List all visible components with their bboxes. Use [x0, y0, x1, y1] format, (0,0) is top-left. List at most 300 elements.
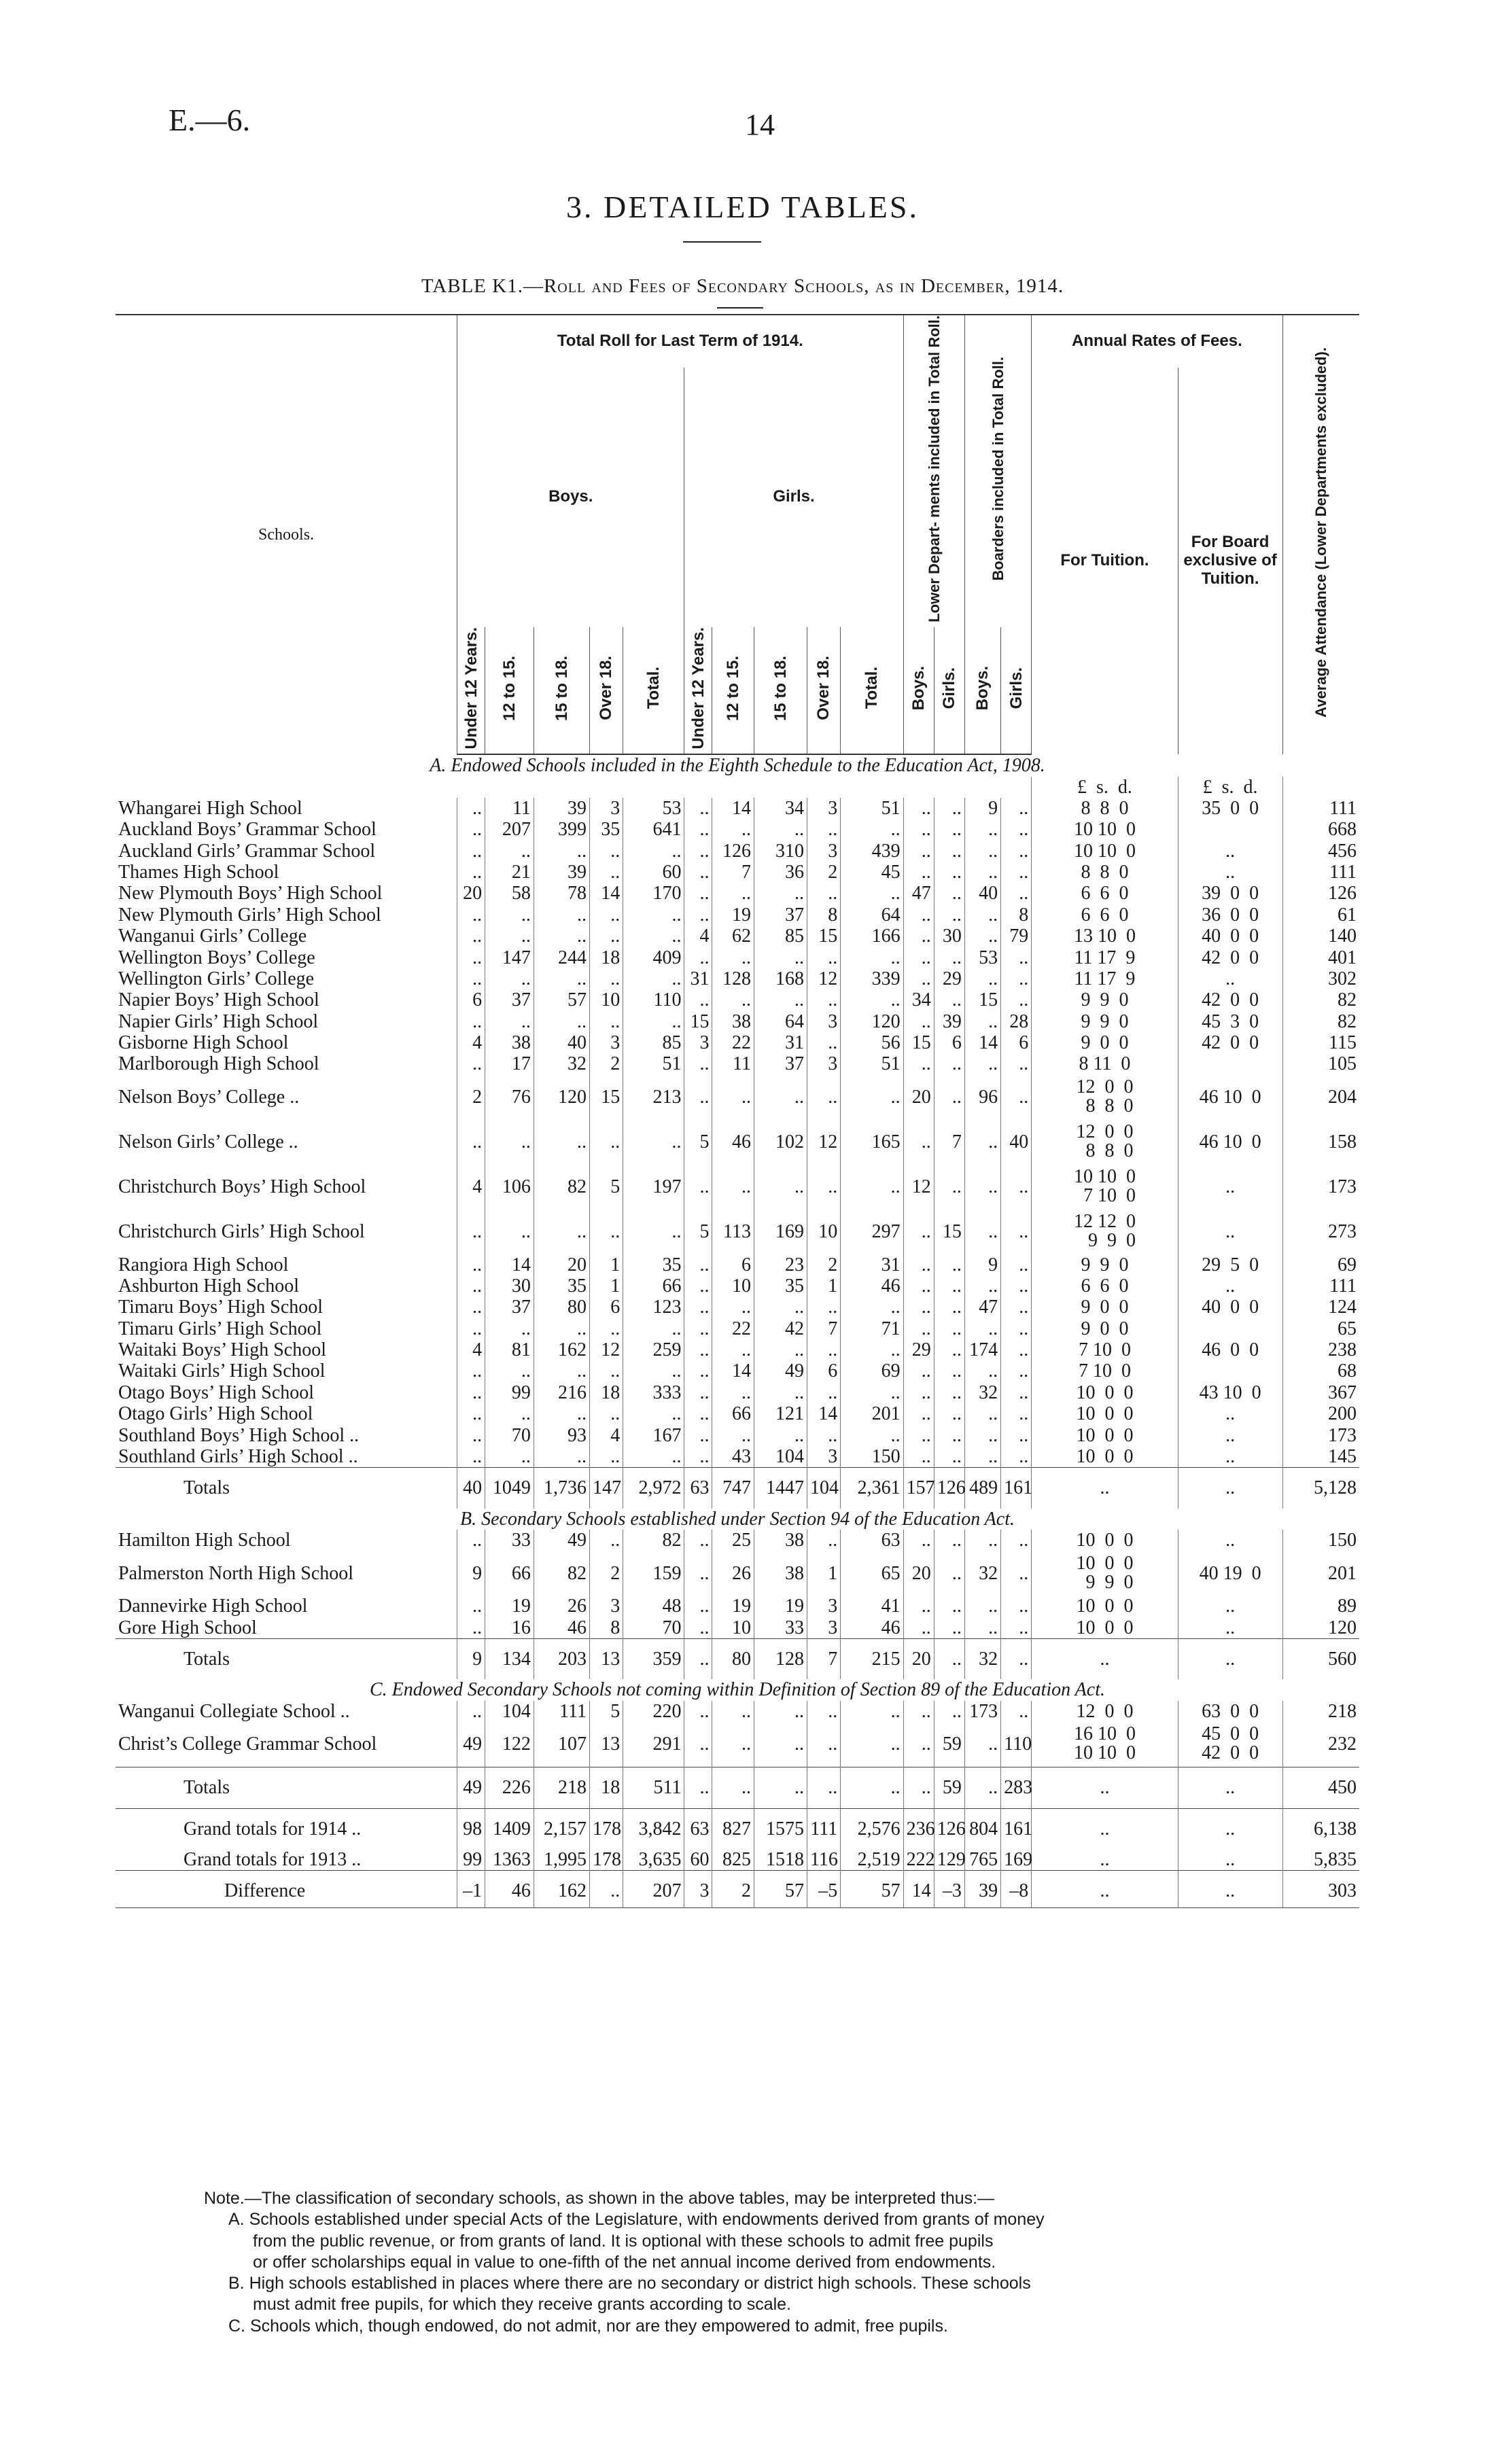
cell-value: 5: [684, 1120, 712, 1165]
cell-value: 39: [964, 1871, 1000, 1907]
caption-rule: [717, 307, 763, 309]
tuition-fee: 9 0 0: [1032, 1297, 1178, 1318]
cell-value: ..: [1001, 883, 1032, 904]
cell-value: 39: [534, 798, 589, 819]
cell-value: 85: [754, 926, 807, 947]
table-row: [116, 1701, 1359, 1722]
cell-value: ..: [964, 1165, 1000, 1210]
cell-value: 29: [903, 1339, 934, 1360]
average-attendance: 200: [1282, 1403, 1359, 1424]
tuition-fee: 7 10 0: [1032, 1339, 1178, 1360]
cell-value: ..: [534, 1011, 589, 1032]
cell-value: 15: [903, 1032, 934, 1053]
cell-value: ..: [684, 1446, 712, 1468]
average-attendance: 273: [1282, 1210, 1359, 1254]
tuition-fee: ..: [1032, 1468, 1178, 1509]
cell-value: ..: [534, 1446, 589, 1468]
average-attendance: 201: [1282, 1551, 1359, 1596]
cell-value: ..: [457, 1403, 485, 1424]
cell-value: 32: [534, 1053, 589, 1074]
board-fee: 42 0 0: [1178, 1032, 1282, 1053]
cell-value: 5: [589, 1165, 623, 1210]
cell-value: ..: [934, 1446, 964, 1468]
cell-value: ..: [1001, 1617, 1032, 1639]
table-row: [116, 1254, 1359, 1275]
cell-value: ..: [964, 862, 1000, 883]
cell-value: 53: [964, 947, 1000, 968]
boys-header: Boys.: [457, 368, 684, 627]
cell-value: ..: [1001, 841, 1032, 862]
cell-value: ..: [684, 1403, 712, 1424]
cell-value: 2: [712, 1871, 754, 1907]
cell-value: 22: [712, 1032, 754, 1053]
tuition-fee: 6 6 0: [1032, 904, 1178, 926]
cell-value: 38: [754, 1551, 807, 1596]
board-fee: ..: [1178, 1617, 1282, 1639]
cell-value: ..: [457, 1318, 485, 1339]
school-name: Totals: [116, 1767, 457, 1808]
tuition-fee: 10 0 0: [1032, 1617, 1178, 1639]
cell-value: ..: [485, 1120, 534, 1165]
cell-value: ..: [841, 1339, 903, 1360]
cell-value: 162: [534, 1339, 589, 1360]
average-attendance: 238: [1282, 1339, 1359, 1360]
board-fee: ..: [1178, 1468, 1282, 1509]
cell-value: ..: [1001, 1075, 1032, 1120]
cell-value: 34: [754, 798, 807, 819]
cell-value: ..: [1001, 989, 1032, 1010]
cell-value: ..: [934, 1075, 964, 1120]
cell-value: 123: [623, 1297, 684, 1318]
cell-value: 60: [623, 862, 684, 883]
cell-value: 12: [589, 1339, 623, 1360]
cell-value: 14: [964, 1032, 1000, 1053]
cell-value: ..: [807, 1767, 840, 1808]
cell-value: ..: [684, 1530, 712, 1551]
cell-value: ..: [684, 1275, 712, 1297]
cell-value: 66: [623, 1275, 684, 1297]
tuition-fee: 16 10 0 10 10 0: [1032, 1722, 1178, 1767]
cell-value: ..: [457, 1360, 485, 1381]
table-row: [116, 1617, 1359, 1639]
cell-value: ..: [934, 1403, 964, 1424]
avg-attendance-header: Average Attendance (Lower Departments excluded).: [1282, 315, 1359, 754]
school-name: Wanganui Girls’ College: [118, 926, 307, 947]
cell-value: ..: [457, 841, 485, 862]
cell-value: ..: [934, 1318, 964, 1339]
board-fee: ..: [1178, 841, 1282, 862]
tuition-fee: 6 6 0: [1032, 1275, 1178, 1297]
cell-value: 38: [754, 1530, 807, 1551]
cell-value: 82: [534, 1165, 589, 1210]
cell-value: ..: [1001, 1210, 1032, 1254]
cell-value: 3: [589, 798, 623, 819]
school-name: Auckland Girls’ Grammar School: [118, 840, 376, 862]
cell-value: 82: [534, 1551, 589, 1596]
cell-value: 110: [1001, 1722, 1032, 1767]
school-name: Timaru Girls’ High School: [118, 1318, 322, 1339]
cell-value: ..: [934, 862, 964, 883]
cell-value: 1,736: [534, 1468, 589, 1509]
table-row: [116, 798, 1359, 819]
cell-value: 82: [623, 1530, 684, 1551]
title-rule: [683, 241, 761, 243]
cell-value: 46: [841, 1275, 903, 1297]
cell-value: 1,995: [534, 1849, 589, 1871]
cell-value: 2,361: [841, 1468, 903, 1509]
cell-value: ..: [934, 904, 964, 926]
money-units-row: [116, 777, 1359, 798]
tuition-fee: 10 0 0: [1032, 1446, 1178, 1468]
cell-value: ..: [903, 1053, 934, 1074]
cell-value: 11: [485, 798, 534, 819]
cell-value: 222: [903, 1849, 934, 1871]
tuition-fee: ..: [1032, 1849, 1178, 1871]
cell-value: ..: [903, 1596, 934, 1617]
table-row: [116, 904, 1359, 926]
cell-value: 58: [485, 883, 534, 904]
average-attendance: 65: [1282, 1318, 1359, 1339]
cell-value: 14: [903, 1871, 934, 1907]
cell-value: 15: [964, 989, 1000, 1010]
cell-value: 98: [457, 1808, 485, 1849]
table-row: [116, 947, 1359, 968]
cell-value: ..: [903, 862, 934, 883]
cell-value: 150: [841, 1446, 903, 1468]
cell-value: 18: [589, 1382, 623, 1403]
cell-value: ..: [684, 1596, 712, 1617]
cell-value: ..: [684, 1360, 712, 1381]
cell-value: 78: [534, 883, 589, 904]
cell-value: ..: [934, 1617, 964, 1639]
cell-value: 66: [485, 1551, 534, 1596]
cell-value: ..: [457, 1011, 485, 1032]
cell-value: ..: [841, 1425, 903, 1446]
average-attendance: 120: [1282, 1617, 1359, 1639]
cell-value: ..: [534, 968, 589, 989]
cell-value: 32: [964, 1551, 1000, 1596]
board-fee: 40 0 0: [1178, 1297, 1282, 1318]
cell-value: 126: [934, 1808, 964, 1849]
cell-value: ..: [841, 947, 903, 968]
cell-value: ..: [964, 841, 1000, 862]
cell-value: ..: [964, 904, 1000, 926]
cell-value: ..: [1001, 1446, 1032, 1468]
cell-value: ..: [807, 1701, 840, 1722]
cell-value: ..: [684, 1165, 712, 1210]
grand-total-1913: [116, 1849, 1359, 1871]
cell-value: ..: [485, 1210, 534, 1254]
boys-12-15-header: 12 to 15.: [485, 627, 534, 755]
cell-value: ..: [534, 1403, 589, 1424]
average-attendance: 105: [1282, 1053, 1359, 1074]
total-roll-header: Total Roll for Last Term of 1914.: [457, 315, 903, 368]
tuition-fee: 8 11 0: [1032, 1053, 1178, 1074]
average-attendance: 89: [1282, 1596, 1359, 1617]
section-b-title: [116, 1509, 1359, 1530]
school-name: Wellington Boys’ College: [118, 947, 315, 968]
average-attendance: 158: [1282, 1120, 1359, 1165]
cell-value: ..: [623, 1403, 684, 1424]
cell-value: 33: [754, 1617, 807, 1639]
cell-value: ..: [684, 841, 712, 862]
section-a-title-text: A. Endowed Schools included in the Eighth Schedule to the Education Act, 1908.: [430, 755, 1045, 777]
cell-value: 113: [712, 1210, 754, 1254]
cell-value: 53: [623, 798, 684, 819]
cell-value: ..: [712, 1297, 754, 1318]
cell-value: 165: [841, 1120, 903, 1165]
cell-value: ..: [589, 1210, 623, 1254]
cell-value: ..: [964, 1011, 1000, 1032]
cell-value: ..: [457, 1275, 485, 1297]
cell-value: ..: [841, 989, 903, 1010]
cell-value: 18: [589, 1767, 623, 1808]
page-number: 14: [745, 108, 775, 141]
cell-value: ..: [754, 1165, 807, 1210]
cell-value: 3: [807, 841, 840, 862]
cell-value: ..: [841, 1297, 903, 1318]
cell-value: ..: [457, 1425, 485, 1446]
cell-value: ..: [684, 1297, 712, 1318]
cell-value: ..: [589, 968, 623, 989]
lower-boys-header: Boys.: [903, 627, 934, 755]
cell-value: 3: [807, 1053, 840, 1074]
cell-value: ..: [589, 1318, 623, 1339]
girls-header: Girls.: [684, 368, 903, 627]
cell-value: ..: [841, 1382, 903, 1403]
cell-value: 19: [754, 1596, 807, 1617]
school-name: Grand totals for 1914 ..: [116, 1808, 457, 1849]
cell-value: 6: [712, 1254, 754, 1275]
cell-value: 35: [589, 819, 623, 840]
school-name: Southland Girls’ High School ..: [118, 1445, 358, 1467]
cell-value: 6: [589, 1297, 623, 1318]
cell-value: ..: [712, 819, 754, 840]
board-fee: ..: [1178, 1767, 1282, 1808]
table-row: [116, 1165, 1359, 1210]
cell-value: ..: [934, 1360, 964, 1381]
cell-value: ..: [485, 1011, 534, 1032]
cell-value: 12: [903, 1165, 934, 1210]
cell-value: 3: [807, 1011, 840, 1032]
average-attendance: 302: [1282, 968, 1359, 989]
cell-value: ..: [807, 1339, 840, 1360]
board-fee: 29 5 0: [1178, 1254, 1282, 1275]
school-name: Gore High School: [118, 1617, 257, 1638]
cell-value: 169: [754, 1210, 807, 1254]
cell-value: ..: [903, 1403, 934, 1424]
cell-value: ..: [684, 1551, 712, 1596]
cell-value: 19: [485, 1596, 534, 1617]
grand-total-1914: [116, 1808, 1359, 1849]
board-fee: ..: [1178, 1210, 1282, 1254]
boys-under-12-header: Under 12 Years.: [457, 627, 485, 755]
cell-value: ..: [589, 1871, 623, 1907]
cell-value: 122: [485, 1722, 534, 1767]
cell-value: ..: [457, 968, 485, 989]
note-a: A. Schools established under special Acts of the Legislature, with endowments derived from grants of money: [228, 2210, 1045, 2230]
cell-value: 147: [485, 947, 534, 968]
school-name: Christchurch Boys’ High School: [118, 1176, 366, 1197]
board-fee: ..: [1178, 1275, 1282, 1297]
tuition-fee: 8 8 0: [1032, 798, 1178, 819]
cell-value: 111: [807, 1808, 840, 1849]
cell-value: ..: [457, 904, 485, 926]
cell-value: 57: [754, 1871, 807, 1907]
school-name: New Plymouth Girls’ High School: [118, 904, 381, 926]
school-name: Christ’s College Grammar School: [118, 1733, 377, 1755]
cell-value: ..: [903, 1011, 934, 1032]
tuition-fee: 9 0 0: [1032, 1032, 1178, 1053]
cell-value: ..: [1001, 1339, 1032, 1360]
cell-value: ..: [589, 1446, 623, 1468]
cell-value: ..: [934, 819, 964, 840]
cell-value: ..: [457, 1617, 485, 1639]
table-row: [116, 1120, 1359, 1165]
cell-value: ..: [934, 1425, 964, 1446]
average-attendance: 145: [1282, 1446, 1359, 1468]
school-name: Napier Boys’ High School: [118, 989, 319, 1011]
average-attendance: 450: [1282, 1767, 1359, 1808]
cell-value: ..: [964, 1530, 1000, 1551]
average-attendance: 61: [1282, 904, 1359, 926]
cell-value: ..: [903, 968, 934, 989]
table-row: [116, 1318, 1359, 1339]
cell-value: ..: [712, 1075, 754, 1120]
cell-value: 161: [1001, 1468, 1032, 1509]
cell-value: ..: [684, 1617, 712, 1639]
cell-value: 4: [457, 1032, 485, 1053]
board-fee: ..: [1178, 862, 1282, 883]
cell-value: 20: [903, 1639, 934, 1680]
cell-value: 14: [712, 798, 754, 819]
cell-value: ..: [754, 1297, 807, 1318]
average-attendance: 140: [1282, 926, 1359, 947]
cell-value: 63: [841, 1530, 903, 1551]
cell-value: 66: [712, 1403, 754, 1424]
tuition-fee: 10 10 0 7 10 0: [1032, 1165, 1178, 1210]
cell-value: ..: [1001, 1403, 1032, 1424]
average-attendance: 401: [1282, 947, 1359, 968]
cell-value: 2,972: [623, 1468, 684, 1509]
cell-value: 49: [457, 1767, 485, 1808]
tuition-fee: 12 0 0 8 8 0: [1032, 1075, 1178, 1120]
cell-value: 33: [485, 1530, 534, 1551]
cell-value: ..: [712, 1722, 754, 1767]
cell-value: ..: [903, 1318, 934, 1339]
table-row: [116, 1530, 1359, 1551]
for-tuition-header: For Tuition.: [1032, 368, 1178, 754]
table-row: [116, 1446, 1359, 1468]
cell-value: ..: [964, 1318, 1000, 1339]
cell-value: ..: [903, 1701, 934, 1722]
cell-value: 4: [457, 1339, 485, 1360]
notes: [204, 2188, 1373, 2337]
cell-value: ..: [934, 1701, 964, 1722]
note-b: B. High schools established in places where there are no secondary or district high schools. These schools: [228, 2274, 1031, 2293]
boarders-girls-header: Girls.: [1001, 627, 1032, 755]
cell-value: 51: [841, 798, 903, 819]
cell-value: 207: [485, 819, 534, 840]
table-row: [116, 1339, 1359, 1360]
school-name: Dannevirke High School: [118, 1596, 308, 1617]
cell-value: 4: [457, 1165, 485, 1210]
cell-value: ..: [754, 1701, 807, 1722]
cell-value: ..: [841, 1701, 903, 1722]
tuition-fee: 7 10 0: [1032, 1360, 1178, 1381]
cell-value: ..: [934, 1053, 964, 1074]
cell-value: 283: [1001, 1767, 1032, 1808]
cell-value: 37: [754, 1053, 807, 1074]
average-attendance: 5,128: [1282, 1468, 1359, 1509]
table-row: [116, 1032, 1359, 1053]
cell-value: 201: [841, 1403, 903, 1424]
cell-value: ..: [457, 819, 485, 840]
cell-value: 23: [754, 1254, 807, 1275]
cell-value: 825: [712, 1849, 754, 1871]
cell-value: 6: [934, 1032, 964, 1053]
cell-value: 47: [903, 883, 934, 904]
cell-value: ..: [903, 819, 934, 840]
cell-value: ..: [1001, 1053, 1032, 1074]
cell-value: ..: [903, 1297, 934, 1318]
school-name: Waitaki Girls’ High School: [118, 1360, 326, 1382]
average-attendance: 124: [1282, 1297, 1359, 1318]
cell-value: 765: [964, 1849, 1000, 1871]
cell-value: 12: [807, 1120, 840, 1165]
cell-value: 20: [903, 1075, 934, 1120]
school-name: Wanganui Collegiate School ..: [118, 1700, 350, 1722]
cell-value: 96: [964, 1075, 1000, 1120]
cell-value: 161: [1001, 1808, 1032, 1849]
cell-value: ..: [934, 1254, 964, 1275]
cell-value: 11: [712, 1053, 754, 1074]
cell-value: 32: [964, 1639, 1000, 1680]
board-units: £ s. d.: [1178, 777, 1282, 798]
tuition-fee: 11 17 9: [1032, 968, 1178, 989]
school-name: Marlborough High School: [118, 1053, 319, 1075]
cell-value: ..: [964, 1446, 1000, 1468]
cell-value: ..: [807, 947, 840, 968]
average-attendance: 69: [1282, 1254, 1359, 1275]
average-attendance: 560: [1282, 1639, 1359, 1680]
cell-value: 34: [903, 989, 934, 1010]
cell-value: 14: [807, 1403, 840, 1424]
cell-value: ..: [684, 1254, 712, 1275]
cell-value: 40: [1001, 1120, 1032, 1165]
table-row: [116, 1425, 1359, 1446]
cell-value: ..: [684, 819, 712, 840]
tuition-fee: ..: [1032, 1639, 1178, 1680]
cell-value: ..: [534, 1360, 589, 1381]
cell-value: 128: [754, 1639, 807, 1680]
cell-value: 3: [807, 1617, 840, 1639]
cell-value: 17: [485, 1053, 534, 1074]
cell-value: ..: [807, 819, 840, 840]
average-attendance: 115: [1282, 1032, 1359, 1053]
cell-value: ..: [485, 968, 534, 989]
board-fee: ..: [1178, 1596, 1282, 1617]
cell-value: ..: [934, 1339, 964, 1360]
cell-value: ..: [623, 1210, 684, 1254]
cell-value: ..: [457, 1210, 485, 1254]
average-attendance: 173: [1282, 1425, 1359, 1446]
cell-value: ..: [841, 1767, 903, 1808]
cell-value: 259: [623, 1339, 684, 1360]
table-row: [116, 1596, 1359, 1617]
cell-value: 7: [934, 1120, 964, 1165]
school-name: Otago Girls’ High School: [118, 1403, 313, 1425]
